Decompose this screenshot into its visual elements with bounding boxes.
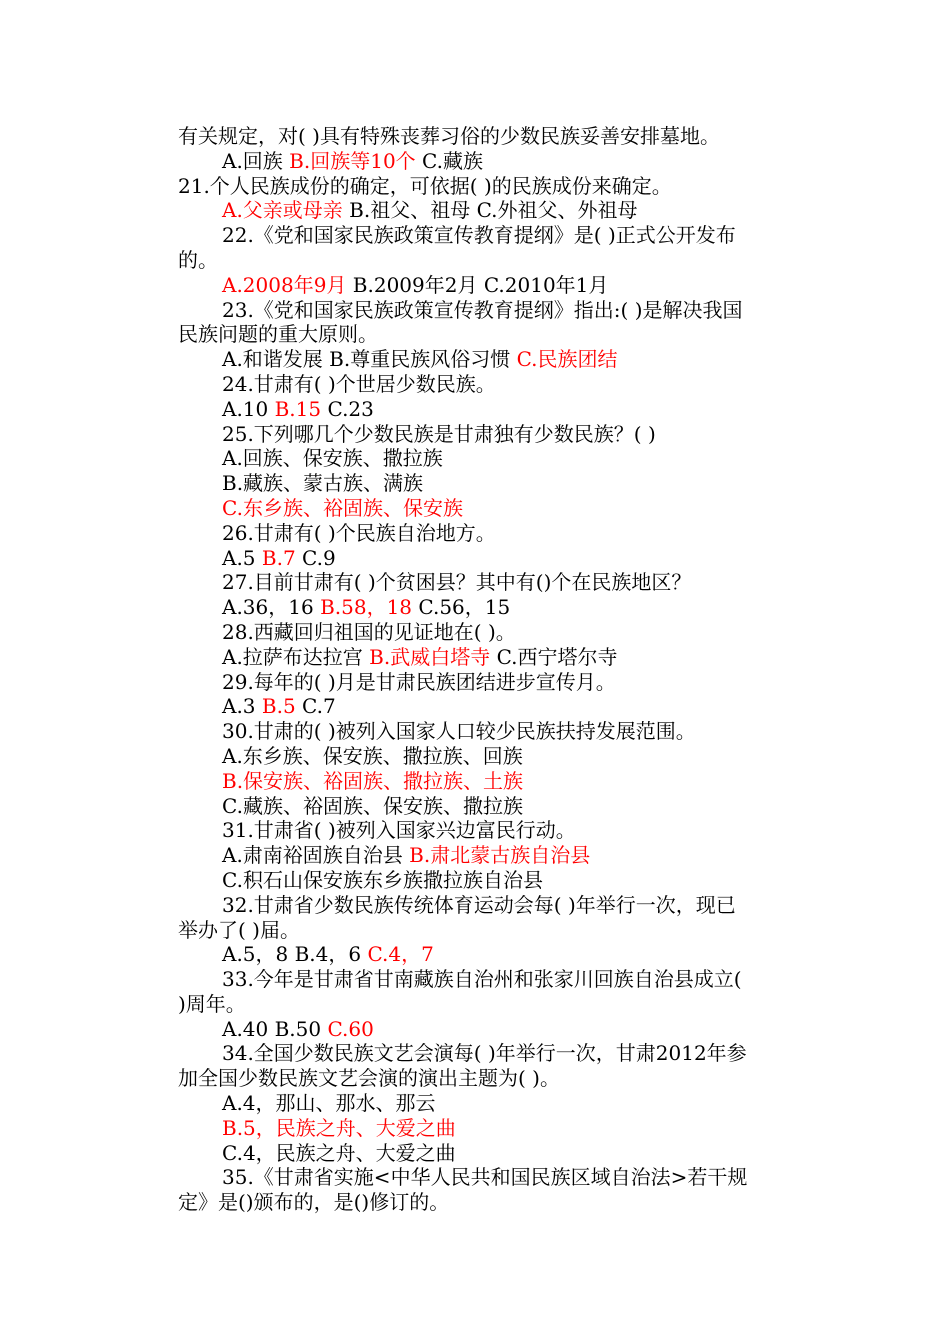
- line-text: C.7: [295, 694, 336, 719]
- text-line: [178, 893, 818, 918]
- line-text: 34.全国少数民族文艺会演每( )年举行一次，甘肃2012年参: [222, 1041, 747, 1066]
- text-line: [178, 670, 818, 695]
- text-line: [178, 322, 818, 347]
- text-line: [178, 1091, 818, 1116]
- line-text: A.5: [222, 545, 262, 570]
- text-line: [178, 942, 818, 967]
- answer-text: B.5: [261, 694, 296, 719]
- answer-text: C.60: [327, 1016, 374, 1041]
- line-text: A.4，那山、那水、那云: [222, 1091, 436, 1116]
- line-text: B.祖父、祖母 C.外祖父、外祖母: [342, 198, 638, 223]
- text-line: [178, 967, 818, 992]
- line-text: 31.甘肃省( )被列入国家兴边富民行动。: [222, 818, 576, 843]
- line-text: 26.甘肃有( )个民族自治地方。: [222, 520, 496, 545]
- answer-text: B.回族等10个: [289, 148, 416, 173]
- line-text: 的。: [178, 247, 218, 272]
- text-line: [178, 645, 818, 670]
- line-text: 加全国少数民族文艺会演的演出主题为( )。: [178, 1066, 560, 1091]
- line-text: 民族问题的重大原则。: [178, 322, 378, 347]
- text-line: [178, 843, 818, 868]
- line-text: C.23: [321, 396, 374, 421]
- line-text: C.藏族: [415, 148, 483, 173]
- text-line: [178, 496, 818, 521]
- line-text: A.回族、保安族、撒拉族: [222, 446, 443, 471]
- text-line: [178, 868, 818, 893]
- text-line: [178, 124, 818, 149]
- text-line: [178, 918, 818, 943]
- text-line: [178, 347, 818, 372]
- text-line: [178, 273, 818, 298]
- line-text: 举办了( )届。: [178, 917, 300, 942]
- answer-text: B.肃北蒙古族自治县: [409, 843, 591, 868]
- answer-text: B.58，18: [320, 595, 413, 620]
- text-line: [178, 223, 818, 248]
- line-text: 22.《党和国家民族政策宣传教育提纲》是( )正式公开发布: [222, 223, 736, 248]
- line-text: 25.下列哪几个少数民族是甘肃独有少数民族？( ): [222, 421, 656, 446]
- line-text: 32.甘肃省少数民族传统体育运动会每( )年举行一次，现已: [222, 892, 736, 917]
- line-text: 35.《甘肃省实施<中华人民共和国民族区域自治法>若干规: [222, 1165, 748, 1190]
- line-text: 30.甘肃的( )被列入国家人口较少民族扶持发展范围。: [222, 719, 696, 744]
- line-text: A.拉萨布达拉宫: [222, 644, 370, 669]
- line-text: 28.西藏回归祖国的见证地在( )。: [222, 619, 516, 644]
- answer-text: A.父亲或母亲: [222, 198, 343, 223]
- line-text: 29.每年的( )月是甘肃民族团结进步宣传月。: [222, 669, 616, 694]
- line-text: 33.今年是甘肃省甘南藏族自治州和张家川回族自治县成立(: [222, 967, 742, 992]
- answer-text: A.2008年9月: [222, 272, 347, 297]
- answer-text: C.民族团结: [516, 347, 618, 372]
- text-line: [178, 298, 818, 323]
- line-text: A.和谐发展 B.尊重民族风俗习惯: [222, 347, 517, 372]
- line-text: C.9: [295, 545, 336, 570]
- line-text: C.西宁塔尔寺: [490, 644, 618, 669]
- text-line: [178, 446, 818, 471]
- text-line: [178, 198, 818, 223]
- line-text: C.4，民族之舟、大爱之曲: [222, 1140, 456, 1165]
- text-line: [178, 397, 818, 422]
- text-line: [178, 1116, 818, 1141]
- line-text: 定》是()颁布的，是()修订的。: [178, 1190, 450, 1215]
- text-line: [178, 620, 818, 645]
- line-text: )周年。: [178, 991, 246, 1016]
- text-line: [178, 794, 818, 819]
- line-text: 有关规定，对( )具有特殊丧葬习俗的少数民族妥善安排墓地。: [178, 124, 720, 148]
- line-text: B.藏族、蒙古族、满族: [222, 471, 424, 496]
- document-body: [178, 124, 818, 1215]
- line-text: 27.目前甘肃有( )个贫困县？其中有()个在民族地区？: [222, 570, 692, 595]
- text-line: [178, 1066, 818, 1091]
- line-text: 24.甘肃有( )个世居少数民族。: [222, 371, 496, 396]
- text-line: [178, 1165, 818, 1190]
- text-line: [178, 422, 818, 447]
- answer-text: B.7: [261, 545, 296, 570]
- line-text: C.56，15: [412, 595, 511, 620]
- line-text: A.东乡族、保安族、撒拉族、回族: [222, 743, 523, 768]
- text-line: [178, 818, 818, 843]
- line-text: A.36，16: [222, 595, 321, 620]
- text-line: [178, 546, 818, 571]
- text-line: [178, 471, 818, 496]
- text-line: [178, 744, 818, 769]
- text-line: [178, 769, 818, 794]
- line-text: C.藏族、裕固族、保安族、撒拉族: [222, 793, 523, 818]
- text-line: [178, 694, 818, 719]
- line-text: 23.《党和国家民族政策宣传教育提纲》指出:( )是解决我国: [222, 297, 743, 322]
- line-text: A.40 B.50: [222, 1016, 328, 1041]
- line-text: 21.个人民族成份的确定，可依据( )的民族成份来确定。: [178, 173, 672, 198]
- answer-text: B.武威白塔寺: [369, 644, 491, 669]
- text-line: [178, 1041, 818, 1066]
- line-text: B.2009年2月 C.2010年1月: [346, 272, 609, 297]
- text-line: [178, 149, 818, 174]
- answer-text: B.15: [274, 396, 322, 421]
- text-line: [178, 1017, 818, 1042]
- text-line: [178, 570, 818, 595]
- line-text: A.回族: [222, 148, 290, 173]
- answer-text: C.4，7: [367, 942, 434, 967]
- text-line: [178, 174, 818, 199]
- text-line: [178, 521, 818, 546]
- line-text: A.5，8 B.4，6: [222, 942, 368, 967]
- answer-text: B.5，民族之舟、大爱之曲: [222, 1115, 456, 1140]
- text-line: [178, 1141, 818, 1166]
- answer-text: C.东乡族、裕固族、保安族: [222, 495, 463, 520]
- line-text: C.积石山保安族东乡族撒拉族自治县: [222, 867, 543, 892]
- answer-text: B.保安族、裕固族、撒拉族、土族: [222, 768, 524, 793]
- text-line: [178, 372, 818, 397]
- line-text: A.10: [222, 396, 275, 421]
- line-text: A.肃南裕固族自治县: [222, 843, 410, 868]
- text-line: [178, 992, 818, 1017]
- text-line: [178, 248, 818, 273]
- line-text: A.3: [222, 694, 262, 719]
- text-line: [178, 595, 818, 620]
- text-line: [178, 719, 818, 744]
- text-line: [178, 1190, 818, 1215]
